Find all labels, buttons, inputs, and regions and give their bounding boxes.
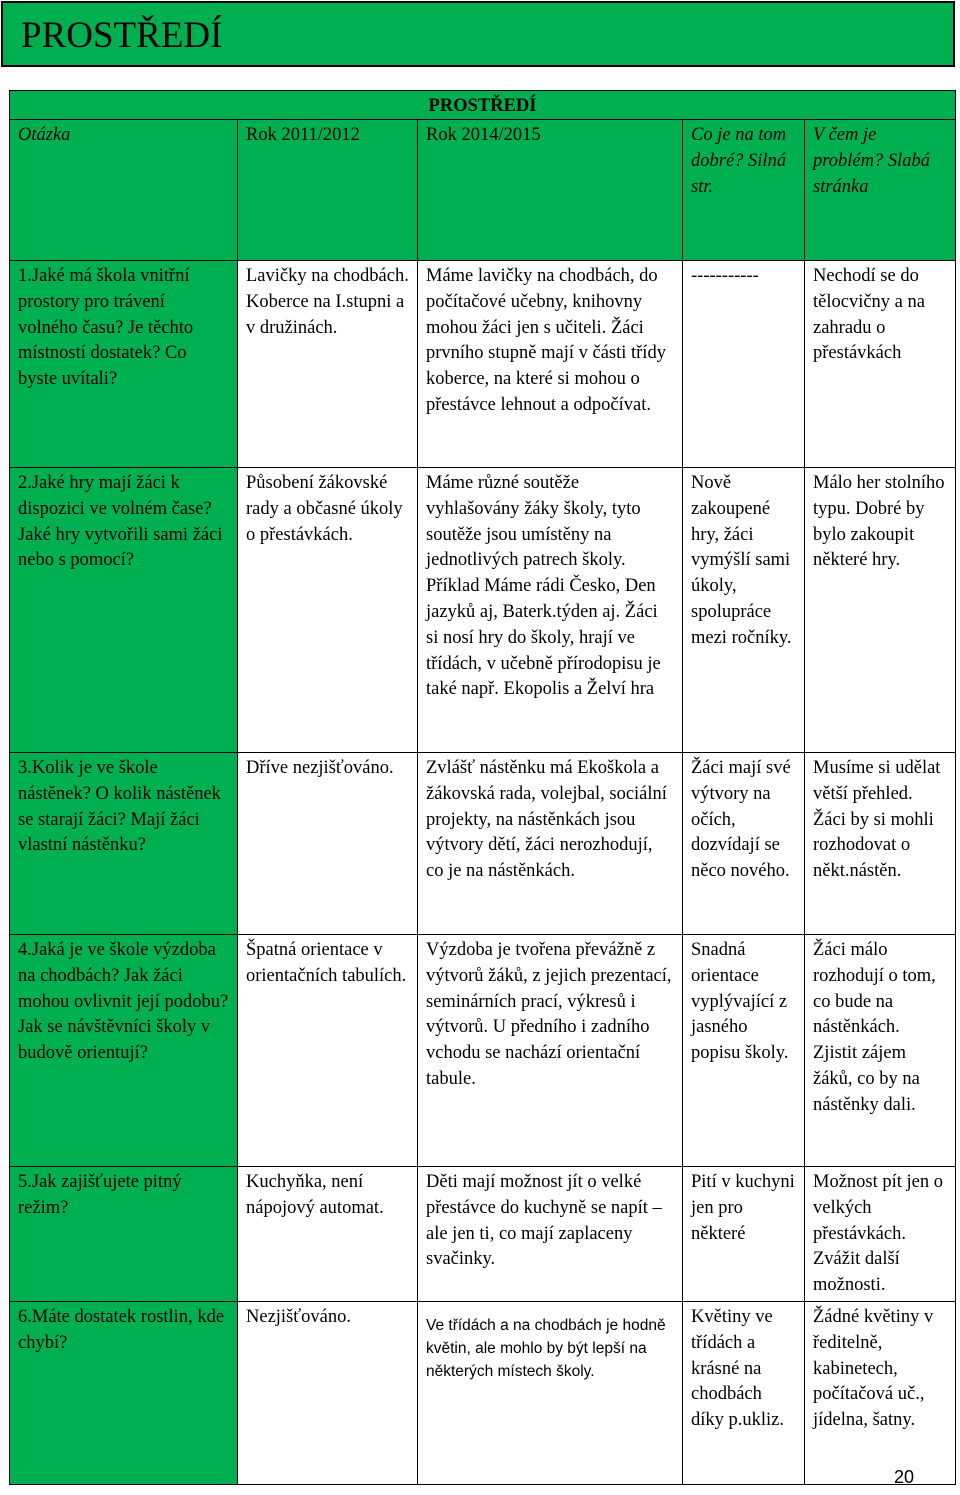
table-title: PROSTŘEDÍ [10,91,956,120]
cell-2014: Zvlášť nástěnku má Ekoškola a žákovská rada, volejbal, sociální projekty, na nástěnkách jsou výtvory dětí, žáci nerozhodují, co je na nástěnkách. [418,753,683,935]
cell-2011: Špatná orientace v orientačních tabulích. [238,935,418,1167]
question-cell: 6.Máte dostatek rostlin, kde chybí? [10,1301,238,1484]
header-year-2014: Rok 2014/2015 [418,120,683,261]
table-title-row [10,91,956,120]
table-header-row [10,120,956,261]
cell-strength: Snadná orientace vyplývající z jasného popisu školy. [683,935,805,1167]
page-title-banner [1,1,955,67]
cell-weakness: Musíme si udělat větší přehled. Žáci by si mohli rozhodovat o někt.nástěn. [805,753,956,935]
page-title: PROSTŘEDÍ [21,15,223,56]
question-cell: 2.Jaké hry mají žáci k dispozici ve volném čase? Jaké hry vytvořili sami žáci nebo s pomocí? [10,468,238,753]
cell-2014: Máme lavičky na chodbách, do počítačové učebny, knihovny mohou žáci jen s učiteli. Žáci prvního stupně mají v části třídy koberce, na které si mohou o přestávce lehnout a odpočívat. [418,261,683,468]
cell-strength: Květiny ve třídách a krásné na chodbách díky p.ukliz. [683,1301,805,1484]
cell-2011: Kuchyňka, není nápojový automat. [238,1167,418,1302]
cell-2014: Ve třídách a na chodbách je hodně květin, ale mohlo by být lepší na některých místech školy. [418,1301,683,1484]
table-row [10,261,956,468]
cell-weakness: Možnost pít jen o velkých přestávkách. Zvážit další možnosti. [805,1167,956,1302]
table-row [10,1167,956,1302]
table-row [10,935,956,1167]
cell-weakness: Žádné květiny v ředitelně, kabinetech, počítačová uč., jídelna, šatny. [805,1301,956,1484]
question-cell: 5.Jak zajišťujete pitný režim? [10,1167,238,1302]
cell-strength: ----------- [683,261,805,468]
cell-weakness: Žáci málo rozhodují o tom, co bude na nástěnkách. Zjistit zájem žáků, co by na nástěnky dali. [805,935,956,1167]
cell-strength: Nově zakoupené hry, žáci vymýšlí sami úkoly, spolupráce mezi ročníky. [683,468,805,753]
question-cell: 4.Jaká je ve škole výzdoba na chodbách? Jak žáci mohou ovlivnit její podobu? Jak se návštěvníci školy v budově orientují? [10,935,238,1167]
header-weaknesses: V čem je problém? Slabá stránka [805,120,956,261]
cell-2014: Děti mají možnost jít o velké přestávce do kuchyně se napít – ale jen ti, co mají zaplaceny svačinky. [418,1167,683,1302]
cell-strength: Žáci mají své výtvory na očích, dozvídají se něco nového. [683,753,805,935]
cell-weakness: Nechodí se do tělocvičny a na zahradu o přestávkách [805,261,956,468]
cell-2011: Lavičky na chodbách. Koberce na I.stupni a v družinách. [238,261,418,468]
cell-2014: Výzdoba je tvořena převážně z výtvorů žáků, z jejich prezentací, seminárních prací, výkresů i výtvorů. U předního i zadního vchodu se nachází orientační tabule. [418,935,683,1167]
page-number: 20 [894,1467,915,1487]
header-year-2011: Rok 2011/2012 [238,120,418,261]
table-row [10,1301,956,1484]
question-cell: 1.Jaké má škola vnitřní prostory pro trávení volného času? Je těchto místností dostatek? Co byste uvítali? [10,261,238,468]
assessment-table [9,90,956,1485]
cell-2011: Nezjišťováno. [238,1301,418,1484]
cell-2011: Působení žákovské rady a občasné úkoly o přestávkách. [238,468,418,753]
cell-2014: Máme různé soutěže vyhlašovány žáky školy, tyto soutěže jsou umístěny na jednotlivých patrech školy. Příklad Máme rádi Česko, Den jazyků aj, Baterk.týden aj. Žáci si nosí hry do školy, hrají ve třídách, v učebně přírodopisu je také např. Ekopolis a Želví hra [418,468,683,753]
header-strengths: Co je na tom dobré? Silná str. [683,120,805,261]
cell-weakness: Málo her stolního typu. Dobré by bylo zakoupit některé hry. [805,468,956,753]
question-cell: 3.Kolik je ve škole nástěnek? O kolik nástěnek se starají žáci? Mají žáci vlastní nástěnku? [10,753,238,935]
cell-2011: Dříve nezjišťováno. [238,753,418,935]
header-question: Otázka [10,120,238,261]
table-row [10,753,956,935]
cell-strength: Pití v kuchyni jen pro některé [683,1167,805,1302]
table-row [10,468,956,753]
